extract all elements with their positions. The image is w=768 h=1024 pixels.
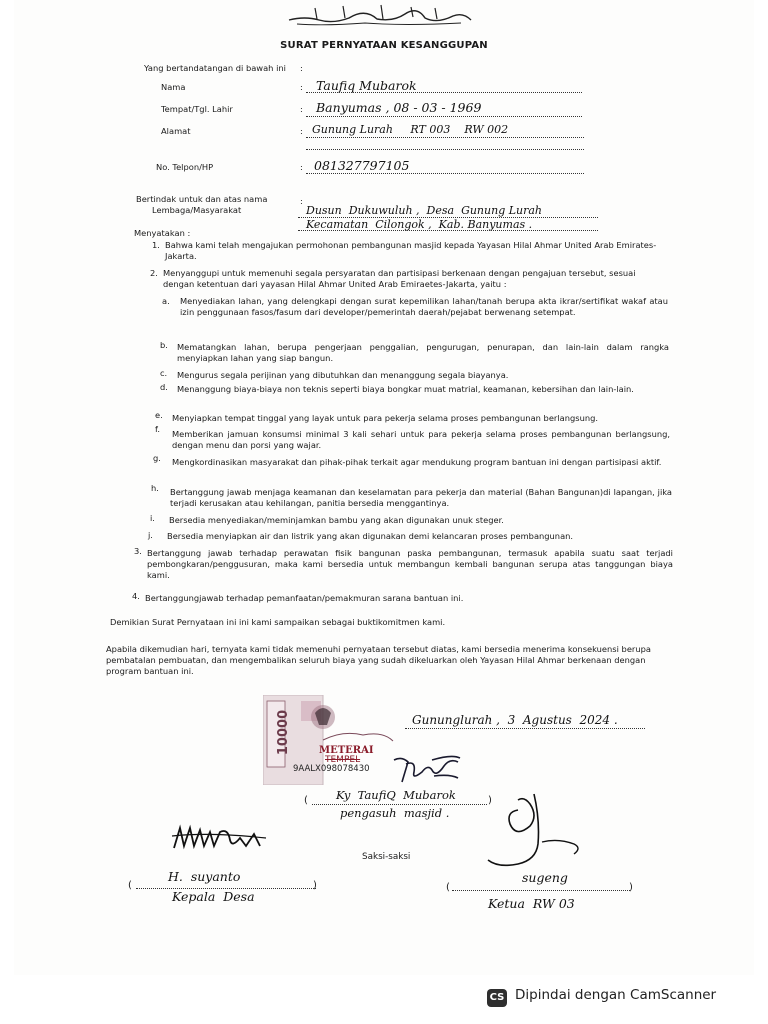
- lembaga-dotted-line-1: [298, 217, 598, 218]
- witness-right-dotted-line: [452, 890, 630, 891]
- lembaga-dotted-line-2: [298, 230, 598, 231]
- subpoint-d-letter: d.: [160, 382, 168, 392]
- point-3-number: 3.: [134, 546, 142, 556]
- witness-left-role: Kepala Desa: [172, 889, 255, 904]
- witness-right-role: Ketua RW 03: [488, 896, 575, 911]
- camscanner-icon: CS: [487, 989, 507, 1007]
- subpoint-j-text: Bersedia menyiapkan air dan listrik yang akan digunakan demi kelancaran proses pembangunan.: [167, 531, 574, 541]
- ttl-label: Tempat/Tgl. Lahir: [161, 104, 233, 114]
- subpoint-a-text: Menyediakan lahan, yang delengkapi dengan surat kepemilikan lahan/tanah berupa akta ikrar/sertifikat wakaf atau izin penggunaan fasos/fasum dari developer/pemerintah daerah/pejabat berwenang setempat.: [180, 296, 668, 317]
- main-signature: [392, 752, 462, 786]
- point-1-number: 1.: [152, 240, 160, 250]
- saksi-label: Saksi-saksi: [362, 852, 411, 862]
- subpoint-b-text: Mematangkan lahan, berupa pengerjaan penggalian, pengurugan, penurapan, dan lain-lain dalam rangka menyiapkan lahan yang siap bangun.: [177, 342, 669, 363]
- stamp-tempel-text: TEMPEL: [325, 755, 361, 765]
- subpoint-g-letter: g.: [153, 453, 161, 463]
- subpoint-h-text: Bertanggung jawab menjaga keamanan dan keselamatan para pekerja dan material (Bahan Bangunan)di lapangan, jika terjadi kerusakan atau kehilangan, panitia bersedia menggantinya.: [170, 487, 672, 508]
- point-4-number: 4.: [132, 591, 140, 601]
- telp-dotted-line: [306, 173, 584, 174]
- witness-right-name: sugeng: [522, 870, 568, 885]
- stamp-amount: 10000: [276, 709, 292, 756]
- camscanner-watermark-text: Dipindai dengan CamScanner: [515, 987, 717, 1003]
- bismillah-calligraphy: [285, 2, 475, 28]
- subpoint-h-letter: h.: [151, 483, 159, 493]
- nama-value: Taufiq Mubarok: [316, 78, 417, 93]
- place-date: Gununglurah , 3 Agustus 2024 .: [412, 713, 618, 727]
- lembaga-value-1: Dusun Dukuwuluh , Desa Gunung Lurah: [306, 204, 543, 217]
- subpoint-i-text: Bersedia menyediakan/meminjamkan bambu yang akan digunakan unuk steger.: [169, 515, 504, 525]
- point-1-text: Bahwa kami telah mengajukan permohonan pembangunan masjid kepada Yayasan Hilal Ahmar United Arab Emirates-Jakarta.: [165, 240, 657, 261]
- meterai-stamp: [263, 695, 405, 785]
- telp-label: No. Telpon/HP: [156, 162, 214, 172]
- subpoint-a-letter: a.: [162, 296, 170, 306]
- alamat-value: Gunung Lurah RT 003 RW 002: [312, 123, 509, 136]
- nama-label: Nama: [161, 82, 186, 92]
- subpoint-e-text: Menyiapkan tempat tinggal yang layak untuk para pekerja selama proses pembangunan berlangsung.: [172, 413, 598, 423]
- telp-value: 081327797105: [314, 158, 410, 173]
- signer-name: Ky TaufiQ Mubarok: [336, 788, 456, 802]
- ttl-value: Banyumas , 08 - 03 - 1969: [316, 100, 482, 115]
- document-title: SURAT PERNYATAAN KESANGGUPAN: [280, 40, 488, 51]
- subpoint-c-letter: c.: [160, 368, 168, 378]
- lembaga-value-2: Kecamatan Cilongok , Kab. Banyumas .: [306, 218, 533, 231]
- subpoint-e-letter: e.: [155, 410, 163, 420]
- signer-dotted-line: [312, 804, 487, 805]
- bismillah-drawing: [285, 2, 475, 28]
- closing-statement: Demikian Surat Pernyataan ini ini kami sampaikan sebagai buktikomitmen kami.: [110, 617, 446, 627]
- point-2-number: 2.: [150, 268, 158, 278]
- witness-left-signature: [170, 822, 270, 854]
- lembaga-label-2: Lembaga/Masyarakat: [152, 205, 242, 215]
- subpoint-f-letter: f.: [155, 424, 160, 434]
- subpoint-d-text: Menanggung biaya-biaya non teknis seperti biaya bongkar muat matrial, keamanan, kebersihan dan lain-lain.: [177, 384, 634, 394]
- subpoint-c-text: Mengurus segala perijinan yang dibutuhkan dan menanggung segala biayanya.: [177, 370, 509, 380]
- stamp-serial-code: 9AALX098078430: [293, 764, 370, 774]
- point-3-text: Bertanggung jawab terhadap perawatan fisik bangunan paska pembangunan, termasuk apabila suatu saat terjadi pembongkaran/penggusuran, maka kami bersedia untuk membangun kembali bangunan serupa atas tanggungan biaya kami.: [147, 548, 673, 580]
- subpoint-j-letter: j.: [148, 530, 153, 540]
- subpoint-i-letter: i.: [150, 513, 155, 523]
- point-2-text: Menyanggupi untuk memenuhi segala persyaratan dan partisipasi berkenaan dengan pengajuan tersebut, sesuai dengan ketentuan dari yayasan Hilal Ahmar United Arab Emiraetes-Jakarta, yaitu :: [163, 268, 636, 289]
- stamp-meterai-text: METERAI: [319, 745, 374, 756]
- nama-dotted-line: [306, 92, 582, 93]
- intro-text: Yang bertandatangan di bawah ini: [144, 63, 286, 73]
- alamat-label: Alamat: [161, 126, 191, 136]
- witness-left-name: H. suyanto: [168, 869, 241, 884]
- witness-right-signature: [478, 790, 588, 882]
- alamat-dotted-line-1: [306, 137, 584, 138]
- subpoint-b-letter: b.: [160, 340, 168, 350]
- subpoint-f-text: Memberikan jamuan konsumsi minimal 3 kali sehari untuk para pekerja selama proses pembangunan berlangsung, dengan menu dan porsi yang wajar.: [172, 429, 670, 450]
- menyatakan-label: Menyatakan :: [134, 228, 191, 238]
- place-date-dotted-line: [405, 728, 645, 729]
- closing-consequence: Apabila dikemudian hari, ternyata kami tidak memenuhi pernyataan tersebut diatas, kami bersedia menerima konsekuensi berupa pembatalan pembuatan, dan mengembalikan seluruh biaya yang sudah dikeluarkan oleh Yayasan Hilal Ahmar berkenaan dengan program bantuan ini.: [106, 644, 651, 676]
- alamat-dotted-line-2: [306, 149, 584, 150]
- point-4-text: Bertanggungjawab terhadap pemanfaatan/pemakmuran sarana bantuan ini.: [145, 593, 464, 603]
- ttl-dotted-line: [306, 116, 582, 117]
- signer-role: pengasuh masjid .: [340, 806, 450, 820]
- lembaga-label-1: Bertindak untuk dan atas nama: [136, 194, 268, 204]
- subpoint-g-text: Mengkordinasikan masyarakat dan pihak-pihak terkait agar mendukung program bantuan ini dengan partisipasi aktif.: [172, 457, 662, 467]
